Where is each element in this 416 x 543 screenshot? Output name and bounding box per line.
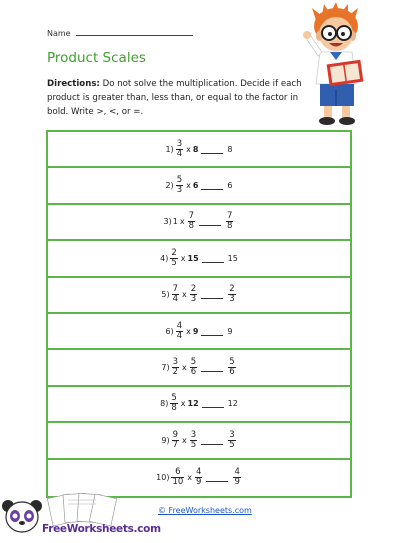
numerator: 2 bbox=[171, 247, 177, 258]
answer-blank[interactable] bbox=[201, 145, 223, 154]
denominator: 3 bbox=[229, 294, 235, 305]
times-sign: x bbox=[180, 253, 186, 263]
fraction bbox=[228, 358, 235, 377]
numerator: 3 bbox=[176, 138, 183, 149]
times-sign: x bbox=[186, 326, 191, 336]
numerator: 7 bbox=[188, 211, 195, 222]
numerator: 6 bbox=[175, 467, 181, 478]
answer-blank[interactable] bbox=[201, 181, 223, 190]
denominator: 5 bbox=[171, 257, 177, 268]
denominator: 8 bbox=[188, 221, 195, 232]
problem-row bbox=[48, 387, 350, 423]
directions-label: Directions: bbox=[47, 79, 100, 89]
comparison-value: 8 bbox=[227, 144, 233, 154]
denominator: 8 bbox=[227, 221, 233, 232]
numerator: 5 bbox=[229, 357, 235, 368]
fraction bbox=[176, 322, 183, 341]
fraction bbox=[176, 176, 183, 195]
denominator: 2 bbox=[172, 367, 179, 378]
fraction bbox=[170, 394, 177, 413]
denominator: 3 bbox=[190, 294, 197, 305]
numerator: 3 bbox=[172, 357, 179, 368]
fraction bbox=[172, 285, 179, 304]
numerator: 5 bbox=[176, 175, 183, 186]
problem-number: 4) bbox=[160, 253, 169, 263]
numerator: 5 bbox=[190, 357, 197, 368]
comparison-value: 12 bbox=[227, 399, 238, 409]
fraction bbox=[226, 212, 233, 231]
problem-expression bbox=[48, 278, 350, 312]
fraction bbox=[195, 468, 202, 487]
answer-blank[interactable] bbox=[201, 363, 223, 372]
fraction bbox=[172, 431, 179, 450]
problem-number: 8) bbox=[160, 399, 169, 409]
bold-factor: 8 bbox=[192, 144, 199, 154]
problem-number: 10) bbox=[156, 473, 170, 483]
problem-expression bbox=[48, 241, 350, 275]
answer-blank[interactable] bbox=[201, 290, 223, 299]
denominator: 6 bbox=[229, 367, 235, 378]
bold-factor: 6 bbox=[192, 181, 199, 191]
problem-expression bbox=[48, 168, 350, 202]
denominator: 9 bbox=[196, 477, 202, 488]
boy-illustration bbox=[298, 2, 376, 126]
directions-text: Do not solve the multiplication. Decide if each product is greater than, less than, or equal to the factor in bold. Write >, <, or =. bbox=[47, 79, 302, 117]
problem-number: 9) bbox=[161, 435, 170, 445]
freeworksheets-logo bbox=[0, 490, 161, 539]
problem-expression bbox=[48, 132, 350, 166]
denominator: 6 bbox=[190, 367, 197, 378]
answer-blank[interactable] bbox=[201, 327, 223, 336]
problem-expression bbox=[48, 387, 350, 421]
bold-factor: 15 bbox=[187, 253, 199, 263]
numerator: 3 bbox=[229, 429, 235, 440]
numerator: 2 bbox=[190, 284, 197, 295]
comparison-value: 6 bbox=[227, 181, 233, 191]
denominator: 9 bbox=[234, 477, 240, 488]
answer-blank[interactable] bbox=[202, 254, 224, 263]
fraction bbox=[233, 468, 240, 487]
worksheet-title: Product Scales bbox=[47, 50, 146, 66]
comparison-value: 15 bbox=[227, 253, 238, 263]
denominator: 7 bbox=[172, 439, 179, 450]
problem-row bbox=[48, 205, 350, 241]
logo-text: FreeWorksheets.com bbox=[42, 523, 161, 535]
times-sign: x bbox=[186, 181, 191, 191]
numerator: 3 bbox=[190, 429, 197, 440]
fraction bbox=[190, 285, 197, 304]
problem-row bbox=[48, 168, 350, 204]
times-sign: x bbox=[180, 399, 186, 409]
fraction bbox=[171, 468, 184, 487]
problem-number: 7) bbox=[161, 363, 170, 373]
problem-row bbox=[48, 132, 350, 168]
numerator: 7 bbox=[172, 284, 179, 295]
denominator: 5 bbox=[229, 439, 235, 450]
numerator: 4 bbox=[196, 467, 202, 478]
comparison-value: 9 bbox=[227, 326, 233, 336]
times-sign: x bbox=[182, 290, 187, 300]
problem-number: 6) bbox=[165, 326, 174, 336]
numerator: 5 bbox=[171, 393, 177, 404]
fraction bbox=[188, 212, 195, 231]
problem-expression bbox=[48, 423, 350, 457]
answer-blank[interactable] bbox=[206, 473, 228, 482]
problem-row bbox=[48, 314, 350, 350]
problem-row bbox=[48, 423, 350, 459]
numerator: 4 bbox=[176, 320, 183, 331]
times-sign: x bbox=[179, 217, 185, 227]
times-sign: x bbox=[182, 363, 187, 373]
problem-number: 1) bbox=[165, 144, 174, 154]
answer-blank[interactable] bbox=[202, 399, 224, 408]
fraction bbox=[228, 431, 235, 450]
denominator: 4 bbox=[172, 294, 179, 305]
denominator: 8 bbox=[171, 403, 177, 414]
times-sign: x bbox=[186, 144, 191, 154]
problem-expression bbox=[48, 350, 350, 384]
numerator: 9 bbox=[172, 429, 179, 440]
problems-table bbox=[46, 130, 352, 498]
fraction bbox=[190, 431, 197, 450]
directions bbox=[47, 77, 305, 119]
problem-number: 5) bbox=[161, 290, 170, 300]
answer-blank[interactable] bbox=[201, 436, 223, 445]
denominator: 4 bbox=[176, 148, 183, 159]
bold-factor: 12 bbox=[187, 399, 199, 409]
denominator: 4 bbox=[176, 330, 183, 341]
denominator: 10 bbox=[172, 477, 184, 488]
times-sign: x bbox=[182, 435, 187, 445]
numerator: 2 bbox=[229, 284, 235, 295]
problem-row bbox=[48, 278, 350, 314]
fraction bbox=[190, 358, 197, 377]
numerator: 4 bbox=[234, 467, 240, 478]
times-sign: x bbox=[187, 473, 193, 483]
fraction bbox=[170, 249, 177, 268]
denominator: 5 bbox=[190, 439, 197, 450]
name-label: Name bbox=[47, 29, 71, 38]
numerator: 7 bbox=[227, 211, 233, 222]
problem-row bbox=[48, 350, 350, 386]
fraction bbox=[172, 358, 179, 377]
bold-factor: 9 bbox=[192, 326, 199, 336]
answer-blank[interactable] bbox=[199, 217, 221, 226]
footer-link[interactable]: © FreeWorksheets.com bbox=[158, 506, 252, 515]
name-field bbox=[47, 28, 193, 38]
name-line[interactable] bbox=[76, 28, 193, 36]
fraction bbox=[228, 285, 235, 304]
problem-row bbox=[48, 241, 350, 277]
problem-number: 2) bbox=[165, 181, 174, 191]
whole-number: 1 bbox=[172, 217, 178, 227]
denominator: 3 bbox=[176, 185, 183, 196]
problem-expression bbox=[48, 314, 350, 348]
problem-expression bbox=[48, 205, 350, 239]
fraction bbox=[176, 140, 183, 159]
problem-number: 3) bbox=[163, 217, 172, 227]
